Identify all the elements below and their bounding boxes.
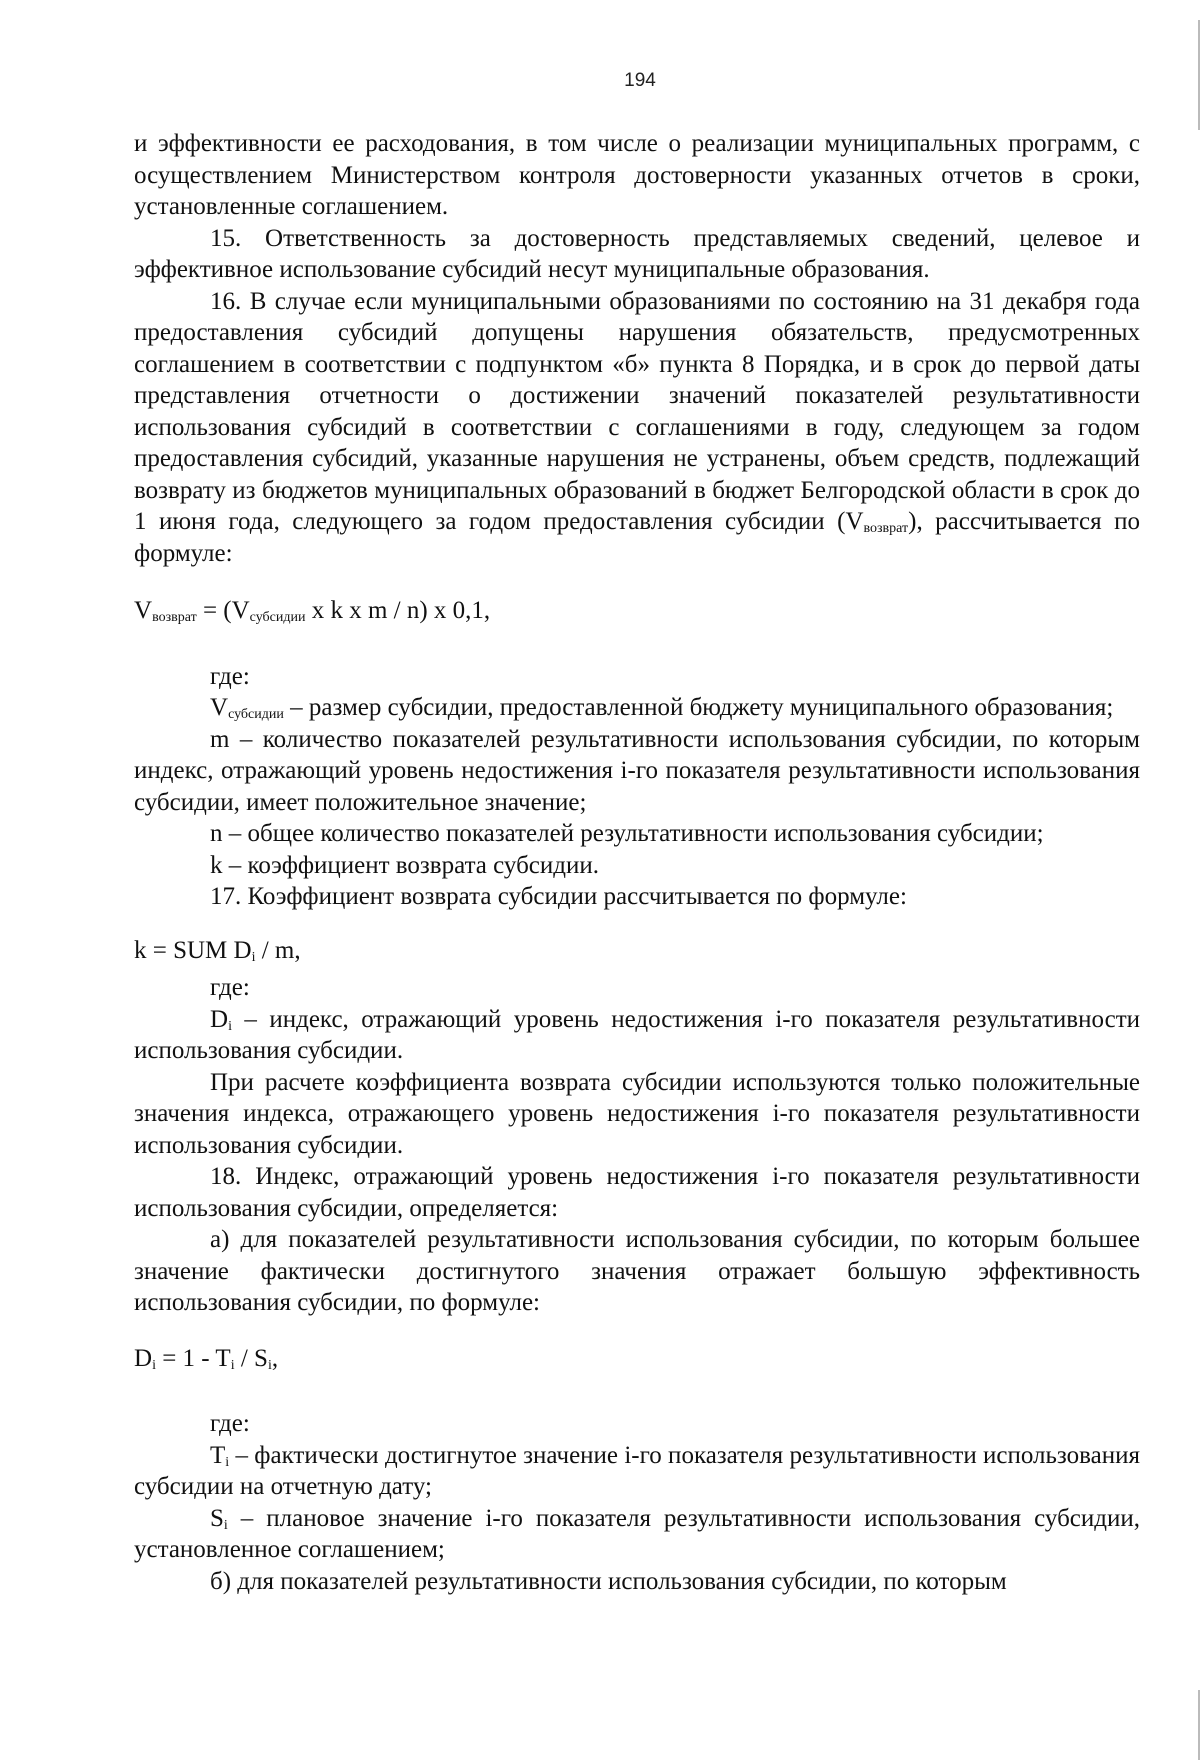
def-ti-letter: T <box>210 1441 226 1469</box>
formula-k-subscript: i <box>251 949 256 965</box>
paragraph-18a: а) для показателей результативности использования субсидии, по которым большее значение фактически достигнутого значения отражает большую эффективность использования субсидии, по формуле: <box>134 1226 1140 1316</box>
def-ti-subscript: i <box>225 1454 230 1470</box>
def-si-subscript: i <box>223 1517 228 1533</box>
paragraph-calculation-note: При расчете коэффициента возврата субсидии используются только положительные значения индекса, отражающего уровень недостижения i-го показателя результативности использования субсидии. <box>134 1068 1140 1159</box>
definition-si <box>134 1503 1140 1566</box>
formula-v-rest: x k x m / n) x 0,1, <box>305 597 491 624</box>
formula-k-post: / m, <box>255 936 301 964</box>
formula-v-letter: V <box>134 597 153 624</box>
paragraph-17: 17. Коэффициент возврата субсидии рассчитывается по формуле: <box>210 883 907 910</box>
def-di-letter: D <box>210 1005 229 1033</box>
formula-v-eq: = (V <box>196 597 250 624</box>
def-si-text: – плановое значение i-го показателя результативности использования субсидии, установленное соглашением; <box>134 1504 1140 1563</box>
where-label-1: где: <box>210 662 250 690</box>
document-body <box>134 128 1140 1597</box>
formula-v-subscript: возврат <box>152 610 197 625</box>
formula-v-return <box>134 595 1140 627</box>
formula-di-subscript: i <box>152 1357 156 1373</box>
formula-di-end: , <box>271 1344 279 1372</box>
formula-ti-subscript: i <box>230 1357 235 1373</box>
definition-di <box>134 1004 1140 1067</box>
formula-k <box>134 935 1140 967</box>
formula-subsidy-subscript: субсидии <box>249 610 306 625</box>
definition-ti <box>134 1440 1140 1503</box>
definition-v-subsidy <box>134 692 1140 724</box>
where-label-2: где: <box>210 974 250 1001</box>
def-v-text: – размер субсидии, предоставленной бюджету муниципального образования; <box>283 694 1114 721</box>
paragraph-16-text: 16. В случае если муниципальными образованиями по состоянию на 31 декабря года предоставления субсидий допущены нарушения обязательств, предусмотренных соглашением в соответствии с подпунктом «б» пункта 8 Порядка, и в срок до первой даты представления отчетности о достижении значений показателей результативности использования субсидий в соответствии с соглашениями в году, следующем за годом предоставления субсидий, указанные нарушения не устранены, объем средств, подлежащий возврату из бюджетов муниципальных образований в бюджет Белгородской области в срок до 1 июня года, следующего за годом предоставления субсидии (V <box>134 287 1140 535</box>
definition-n: n – общее количество показателей результативности использования субсидии; <box>210 820 1044 847</box>
paragraph-16-tail: ), рассчитывается по формуле: <box>134 508 1140 567</box>
def-di-text: – индекс, отражающий уровень недостижения i-го показателя результативности использования субсидии. <box>134 1005 1140 1064</box>
paragraph-18b: б) для показателей результативности использования субсидии, по которым <box>210 1567 1007 1595</box>
def-v-subscript: субсидии <box>228 707 284 722</box>
paragraph-18: 18. Индекс, отражающий уровень недостижения i-го показателя результативности использования субсидии, определяется: <box>134 1163 1140 1222</box>
paragraph-continuation: и эффективности ее расходования, в том числе о реализации муниципальных программ, с осуществлением Министерством контроля достоверности указанных отчетов в сроки, установленные соглашением. <box>134 130 1140 220</box>
def-si-letter: S <box>210 1504 224 1532</box>
formula-k-pre: k = SUM D <box>134 936 252 964</box>
def-ti-text: – фактически достигнутое значение i-го показателя результативности использования субсидии на отчетную дату; <box>134 1441 1140 1500</box>
where-label-3: где: <box>210 1410 250 1437</box>
formula-si-subscript: i <box>267 1357 272 1373</box>
paragraph-15: 15. Ответственность за достоверность представляемых сведений, целевое и эффективное использование субсидий несут муниципальные образования. <box>134 224 1140 283</box>
definition-m: m – количество показателей результативности использования субсидии, по которым индекс, отражающий уровень недостижения i-го показателя результативности использования субсидии, имеет положительное значение; <box>134 725 1140 816</box>
formula-di-letter: D <box>134 1344 153 1372</box>
formula-di-slash: / S <box>234 1344 268 1372</box>
def-di-subscript: i <box>228 1018 232 1034</box>
definition-k: k – коэффициент возврата субсидии. <box>210 851 600 879</box>
paragraph-16 <box>134 286 1140 570</box>
formula-di-mid: = 1 - T <box>155 1344 231 1372</box>
formula-di <box>134 1343 1140 1375</box>
paragraph-16-subscript: возврат <box>863 521 909 536</box>
def-v-letter: V <box>210 694 229 721</box>
page-number: 194 <box>624 70 656 91</box>
